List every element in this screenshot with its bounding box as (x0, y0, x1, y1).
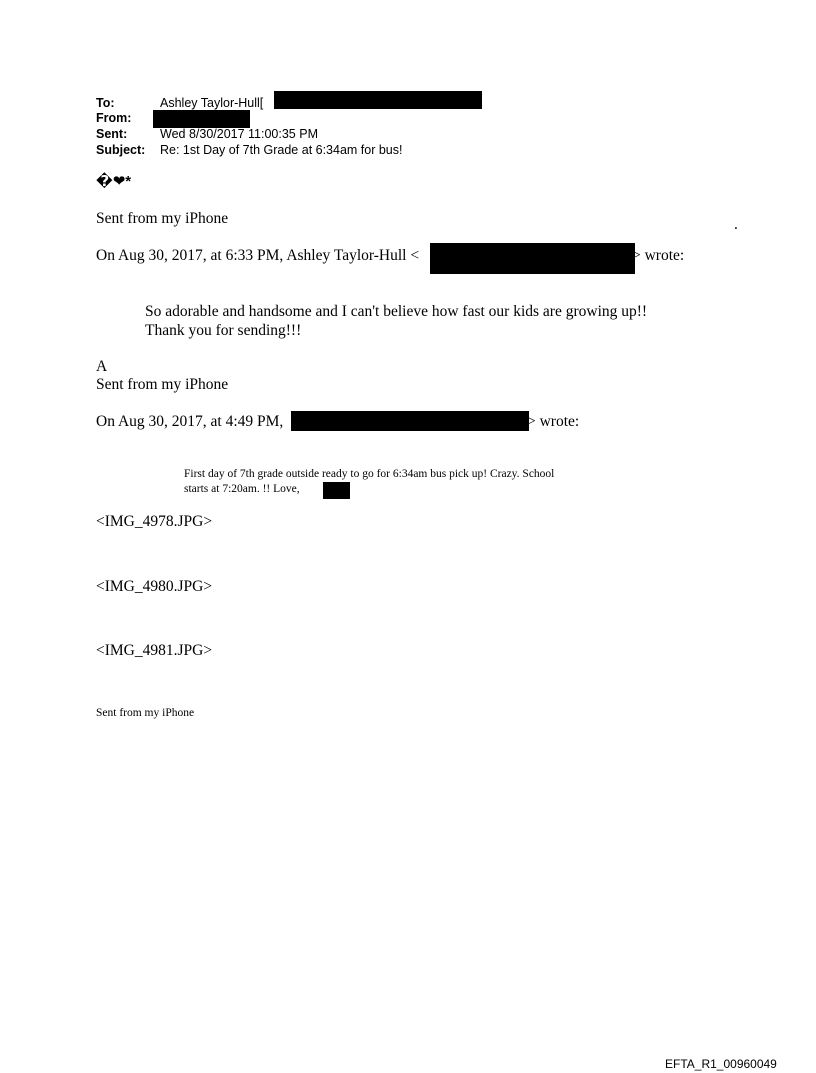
sent-from-iphone-1: Sent from my iPhone (96, 210, 229, 227)
signature-a: A (96, 358, 108, 375)
attachment-img-4978: <IMG_4978.JPG> (96, 513, 213, 530)
quote-header-1-suffix: > wrote: (632, 247, 685, 264)
sent-from-iphone-2: Sent from my iPhone (96, 376, 229, 393)
redaction-signature-name (323, 482, 350, 499)
quote-header-2-prefix: On Aug 30, 2017, at 4:49 PM, (96, 413, 284, 430)
from-label: From: (96, 111, 132, 125)
subject-value: Re: 1st Day of 7th Grade at 6:34am for bus! (160, 143, 403, 157)
reply-line-2: Thank you for sending!!! (145, 322, 302, 339)
to-value: Ashley Taylor-Hull[ (160, 96, 264, 110)
document-id: EFTA_R1_00960049 (665, 1057, 777, 1071)
quote-header-2-suffix: > wrote: (527, 413, 580, 430)
reply-line-1: So adorable and handsome and I can't believe how fast our kids are growing up!! (145, 303, 648, 320)
original-line-1: First day of 7th grade outside ready to go for 6:34am bus pick up! Crazy. School (184, 468, 555, 480)
sent-from-iphone-3: Sent from my iPhone (96, 707, 195, 719)
redaction-from (153, 110, 250, 128)
to-label: To: (96, 96, 115, 110)
sent-label: Sent: (96, 127, 128, 141)
redaction-sender-2 (291, 411, 529, 431)
attachment-img-4980: <IMG_4980.JPG> (96, 578, 213, 595)
quote-header-1-prefix: On Aug 30, 2017, at 6:33 PM, Ashley Taylor-Hull < (96, 247, 420, 264)
attachment-img-4981: <IMG_4981.JPG> (96, 642, 213, 659)
redaction-ashley-email (430, 243, 635, 274)
emoji-line: �❤* (96, 173, 132, 190)
subject-label: Subject: (96, 143, 146, 157)
redaction-to-email (274, 91, 482, 109)
original-line-2: starts at 7:20am. !! Love, (184, 483, 300, 495)
sent-value: Wed 8/30/2017 11:00:35 PM (160, 127, 318, 141)
stray-dot: . (734, 216, 738, 233)
